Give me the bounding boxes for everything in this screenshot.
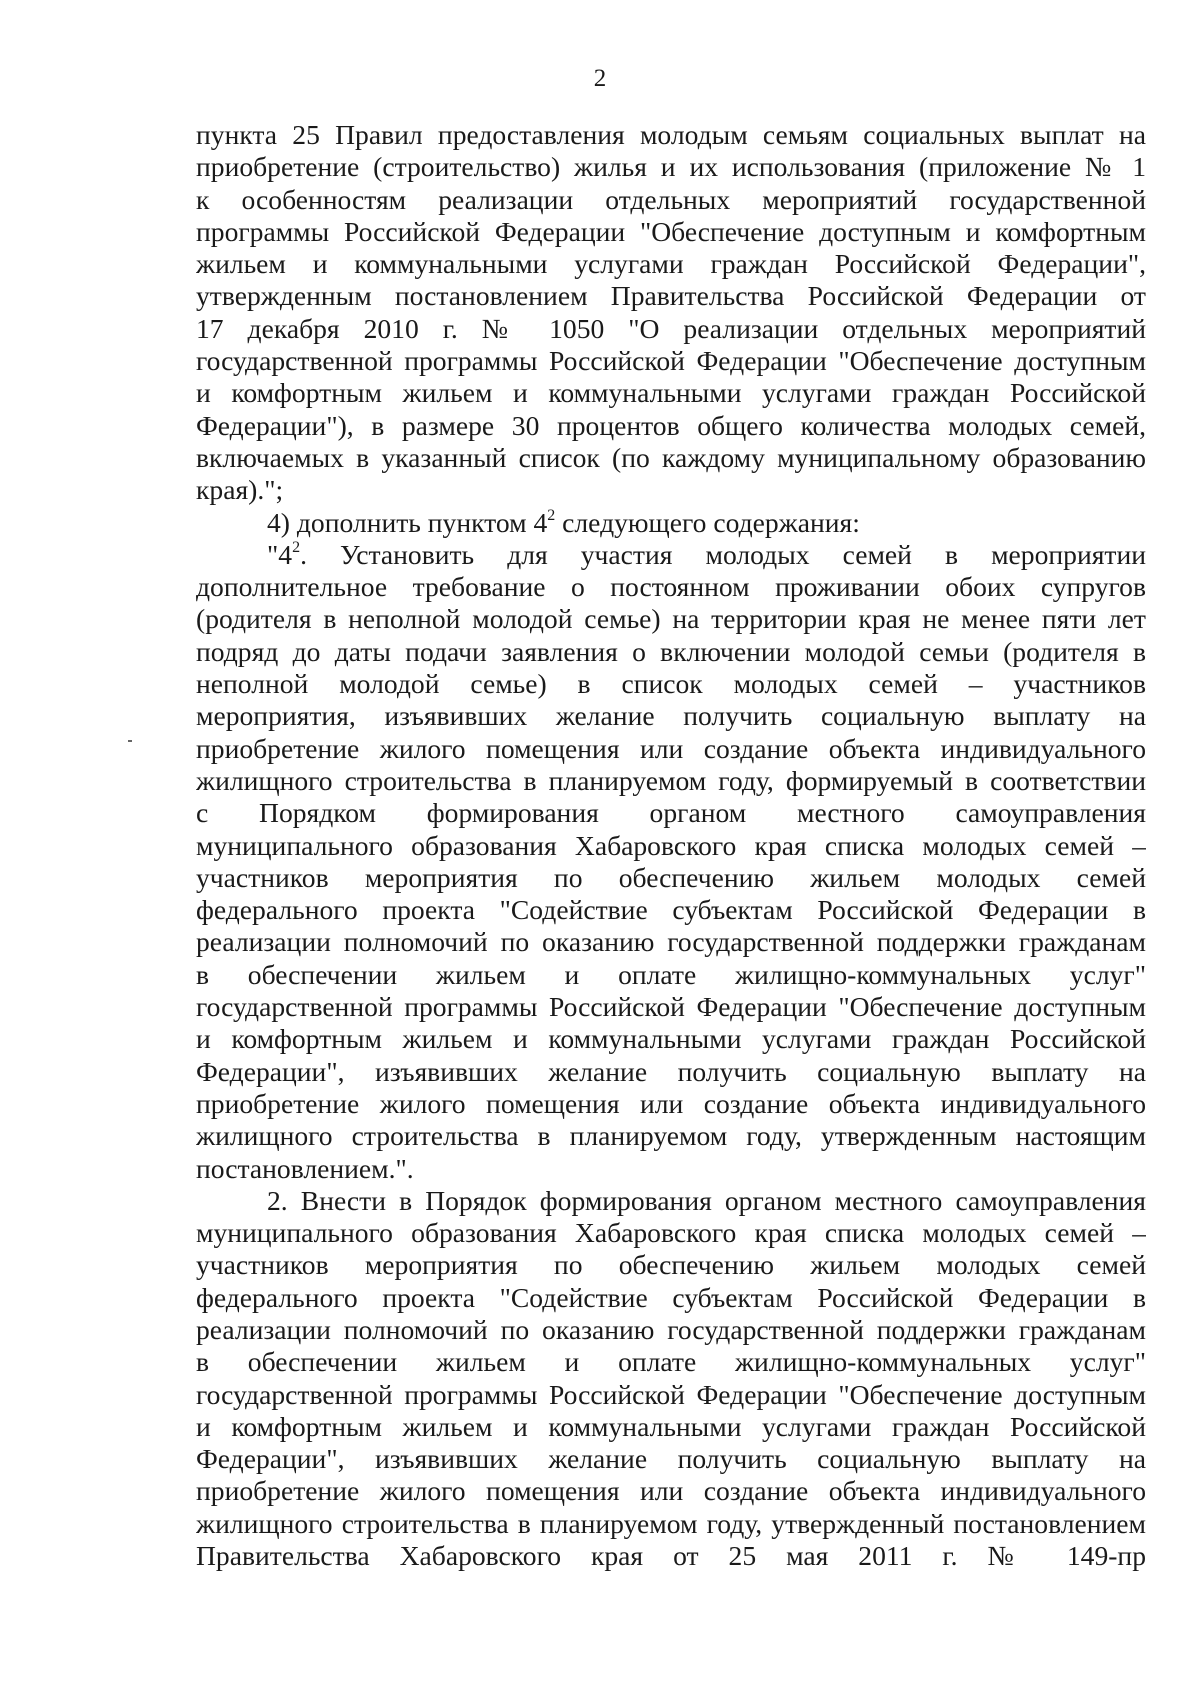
text-line: в обеспечении жильем и оплате жилищно-коммунальных услуг" xyxy=(196,1346,1146,1378)
text-line: и комфортным жильем и коммунальными услугами граждан Российской xyxy=(196,1410,1146,1442)
text-line: утвержденным постановлением Правительства Российской Федерации от xyxy=(196,280,1146,312)
clause-4-2-suffix: . Установить для участия молодых семей в мероприятии xyxy=(300,538,1146,570)
document-body xyxy=(196,119,1146,1572)
text-line: жилищного строительства в планируемом году, утвержденный постановлением xyxy=(196,1507,1146,1539)
text-line: жильем и коммунальными услугами граждан Российской Федерации", xyxy=(196,248,1146,280)
paragraph-4-2-first-line xyxy=(196,539,1146,571)
text-line: участников мероприятия по обеспечению жильем молодых семей xyxy=(196,1249,1146,1281)
text-line: государственной программы Российской Федерации "Обеспечение доступным xyxy=(196,345,1146,377)
text-line: муниципального образования Хабаровского края списка молодых семей – xyxy=(196,1217,1146,1249)
paragraph-item-4 xyxy=(196,507,1146,539)
text-line: и комфортным жильем и коммунальными услугами граждан Российской xyxy=(196,1023,1146,1055)
item-4-suffix: следующего содержания: xyxy=(555,506,860,538)
text-line: края)."; xyxy=(196,474,284,506)
paragraph-2-first-line: 2. Внести в Порядок формирования органом местного самоуправления xyxy=(267,1184,1146,1216)
text-line: государственной программы Российской Федерации "Обеспечение доступным xyxy=(196,991,1146,1023)
text-line: включаемых в указанный список (по каждому муниципальному образованию xyxy=(196,441,1146,473)
text-line: участников мероприятия по обеспечению жильем молодых семей xyxy=(196,861,1146,893)
text-line: Федерации", изъявивших желание получить социальную выплату на xyxy=(196,1055,1146,1087)
text-line: 17 декабря 2010 г. № 1050 "О реализации отдельных мероприятий xyxy=(196,312,1146,344)
paragraph-continuation xyxy=(196,119,1146,507)
text-line: мероприятия, изъявивших желание получить социальную выплату на xyxy=(196,700,1146,732)
text-line: с Порядком формирования органом местного самоуправления xyxy=(196,797,1146,829)
text-line: приобретение жилого помещения или создание объекта индивидуального xyxy=(196,1475,1146,1507)
text-line: Федерации", изъявивших желание получить социальную выплату на xyxy=(196,1443,1146,1475)
paragraph-2-body xyxy=(196,1217,1146,1572)
text-line: жилищного строительства в планируемом году, формируемый в соответствии xyxy=(196,764,1146,796)
text-line: (родителя в неполной молодой семье) на территории края не менее пяти лет xyxy=(196,603,1146,635)
text-line: федерального проекта "Содействие субъектам Российской Федерации в xyxy=(196,1281,1146,1313)
text-line: приобретение жилого помещения или создание объекта индивидуального xyxy=(196,732,1146,764)
text-line: и комфортным жильем и коммунальными услугами граждан Российской xyxy=(196,377,1146,409)
text-line: программы Российской Федерации "Обеспечение доступным и комфортным xyxy=(196,215,1146,247)
text-line: постановлением.". xyxy=(196,1152,414,1184)
clause-4-2-prefix: "4 xyxy=(267,538,293,570)
text-line: Правительства Хабаровского края от 25 мая 2011 г. № 149-пр xyxy=(196,1540,1146,1572)
text-line: неполной молодой семье) в список молодых семей – участников xyxy=(196,668,1146,700)
item-4-prefix: 4) дополнить пунктом 4 xyxy=(267,506,548,538)
text-line: муниципального образования Хабаровского края списка молодых семей – xyxy=(196,829,1146,861)
paragraph-4-2-body xyxy=(196,571,1146,1185)
text-line: приобретение (строительство) жилья и их использования (приложение № 1 xyxy=(196,151,1146,183)
clause-4-2-superscript: 2 xyxy=(292,538,301,556)
text-line: дополнительное требование о постоянном проживании обоих супругов xyxy=(196,571,1146,603)
page-number: 2 xyxy=(593,65,607,92)
text-line: жилищного строительства в планируемом году, утвержденным настоящим xyxy=(196,1120,1146,1152)
text-line: государственной программы Российской Федерации "Обеспечение доступным xyxy=(196,1378,1146,1410)
text-line: подряд до даты подачи заявления о включении молодой семьи (родителя в xyxy=(196,635,1146,667)
text-line: в обеспечении жильем и оплате жилищно-коммунальных услуг" xyxy=(196,958,1146,990)
text-line: реализации полномочий по оказанию государственной поддержки гражданам xyxy=(196,926,1146,958)
text-line: реализации полномочий по оказанию государственной поддержки гражданам xyxy=(196,1313,1146,1345)
text-line: к особенностям реализации отдельных мероприятий государственной xyxy=(196,183,1146,215)
text-line: Федерации"), в размере 30 процентов общего количества молодых семей, xyxy=(196,409,1146,441)
scan-speck xyxy=(128,740,132,742)
text-line: пункта 25 Правил предоставления молодым семьям социальных выплат на xyxy=(196,119,1146,150)
text-line: приобретение жилого помещения или создание объекта индивидуального xyxy=(196,1087,1146,1119)
text-line: федерального проекта "Содействие субъектам Российской Федерации в xyxy=(196,894,1146,926)
item-4-superscript: 2 xyxy=(547,506,556,524)
